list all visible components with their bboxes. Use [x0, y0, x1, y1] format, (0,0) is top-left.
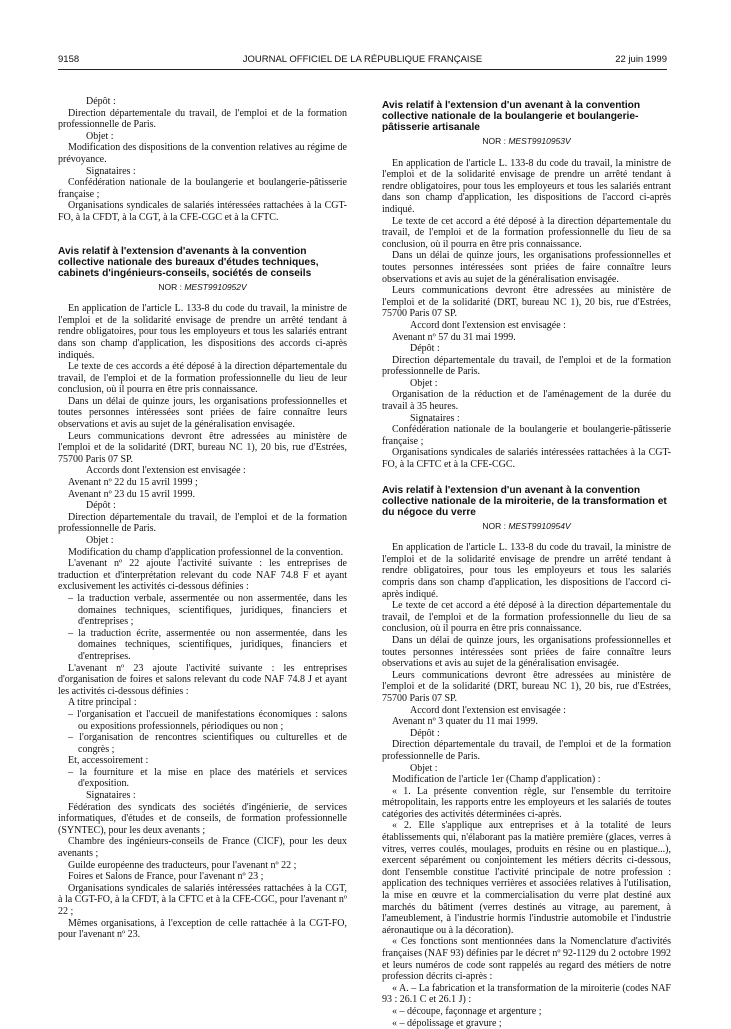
paragraph: « 2. Elle s'applique aux entreprises et à la totalité de leurs établissements qui, n'élaborant pas la matière première (glaces, verres à vitres, verres coulés, moulages, produits en résine ou en plastique...), exercent séparément ou conjointement les métiers décrits ci-dessous, dont l'ensemble constitue l'activité principale de notre profession : application des techniques verrières et associées relatives à l'utilisation, la mise en œuvre et la commercialisation du verre plat destiné aux marchés du bâtiment (verres destinés au vitrage, au parement, à l'ameublement, à l'industrie hormis l'industrie automobile et l'industrie aéronautique ou à la décoration). [382, 820, 671, 936]
paragraph: Et, accessoirement : [68, 755, 149, 767]
paragraph: A titre principal : [68, 697, 137, 709]
journal-title: JOURNAL OFFICIEL DE LA RÉPUBLIQUE FRANÇAISE [242, 54, 483, 65]
paragraph: Le texte de cet accord a été déposé à la direction départementale du travail, de l'emploi et de la formation professionnelle du lieu de sa conclusion, où il pourra en être pris connaissance. [382, 215, 671, 250]
paragraph: L'avenant nº 23 ajoute l'activité suivante : les entreprises d'organisation de foires et salons relevant du code NAF 74.8 J et ayant les activités ci-dessous définies : [58, 662, 347, 697]
paragraph: « Ces fonctions sont mentionnées dans la Nomenclature d'activités françaises (NAF 93) définies par le décret nº 92-1129 du 2 octobre 1992 et leurs numéros de code sont rappelés au regard des métiers de notre profession décrits ci-après : [382, 936, 671, 983]
paragraph: Direction départementale du travail, de l'emploi et de la formation professionnelle de Paris. [382, 354, 671, 378]
issue-date: 22 juin 1999 [615, 54, 667, 65]
notice-heading-miroiterie: Avis relatif à l'extension d'un avenant à la convention collective nationale de la miroiterie, de la transformation et du négoce du verre [382, 484, 667, 518]
paragraph: Leurs communications devront être adressées au ministère de l'emploi et de la solidarité (DRT, bureau NC 1), 20 bis, rue d'Estrées, 75700 Paris 07 SP. [58, 430, 347, 465]
paragraph: Le texte de ces accords a été déposé à la direction départementale du travail, de l'emploi et de la formation professionnelle du lieu de leur conclusion, où il pourra en être pris connaissance. [58, 361, 347, 396]
paragraph: Direction départementale du travail, de l'emploi et de la formation professionnelle de Paris. [58, 511, 347, 535]
section-label: Accord dont l'extension est envisagée : [410, 704, 566, 716]
section-label: Dépôt : [86, 500, 116, 512]
list-item: – la traduction verbale, assermentée ou non assermentée, dans les domaines techniques, scientifiques, juridiques, financiers et d'entreprises ; [68, 592, 347, 628]
paragraph: Modification de l'article 1er (Champ d'application) : [392, 774, 601, 786]
paragraph: En application de l'article L. 133-8 du code du travail, la ministre de l'emploi et de la solidarité envisage de prendre un arrêté tendant à rendre obligatoires, pour tous les employeurs et tous les salariés entrant dans son champ d'application, les dispositions des accords ci-après indiqués. [58, 303, 347, 361]
paragraph: Avenant nº 23 du 15 avril 1999. [68, 488, 196, 500]
paragraph: Organisations syndicales de salariés intéressées rattachées à la CGT-FO, à la CFTC et à la CFE-CGC. [382, 447, 671, 471]
notice-heading-bureaux-etudes: Avis relatif à l'extension d'avenants à la convention collective nationale des bureaux d'études techniques, cabinets d'ingénieurs-conseils, sociétés de conseils [58, 245, 319, 279]
section-label: Accord dont l'extension est envisagée : [410, 319, 566, 331]
section-label: Signataires : [86, 790, 136, 802]
spacer [58, 224, 347, 246]
paragraph: Dans un délai de quinze jours, les organisations professionnelles et toutes personnes intéressées sont priées de faire connaître leurs observations et avis au sujet de la généralisation envisagée. [58, 395, 347, 431]
nor-reference: NOR : MEST9910952V [158, 281, 247, 292]
list-item: – la fourniture et la mise en place des matériels et services d'exposition. [68, 766, 347, 790]
paragraph: L'avenant nº 22 ajoute l'activité suivante : les entreprises de traduction et d'interprétation relevant du code NAF 74.8 F et ayant exclusivement les activités ci-dessous définies : [58, 558, 347, 593]
paragraph: Organisations syndicales de salariés intéressées rattachées à la CGT-FO, à la CFDT, à la CGT, à la CFE-CGC et à la CFTC. [58, 200, 347, 223]
notice-heading-boulangerie: Avis relatif à l'extension d'un avenant à la convention collective nationale de la boulangerie et boulangerie-pâtisserie artisanale [382, 100, 641, 133]
left-column [58, 96, 347, 941]
paragraph: Direction départementale du travail, de l'emploi et de la formation professionnelle de Paris. [382, 739, 671, 762]
paragraph: « A. – La fabrication et la transformation de la miroiterie (codes NAF 93 : 26.1 C et 26.1 J) : [382, 982, 671, 1006]
paragraph: Dans un délai de quinze jours, les organisations professionnelles et toutes personnes intéressées sont priées de faire connaître leurs observations et avis au sujet de la généralisation envisagée. [382, 634, 671, 670]
paragraph: Chambre des ingénieurs-conseils de France (CICF), pour les deux avenants ; [58, 836, 347, 860]
paragraph: Direction départementale du travail, de l'emploi et de la formation professionnelle de Paris. [58, 107, 347, 131]
left-body [58, 303, 347, 941]
paragraph: Dans un délai de quinze jours, les organisations professionnelles et toutes personnes intéressées sont priées de faire connaître leurs observations et avis au sujet de la généralisation envisagée. [382, 250, 671, 285]
nor-reference: NOR : MEST9910954V [482, 520, 571, 531]
right-column [382, 100, 671, 1029]
page-number: 9158 [58, 54, 80, 65]
list-item: – l'organisation et l'accueil de manifestations économiques : salons ou expositions professionnels, périodiques ou non ; [68, 708, 347, 732]
paragraph: Le texte de cet accord a été déposé à la direction départementale du travail, de l'emploi et de la formation professionnelle du lieu de sa conclusion, où il pourra en être pris connaissance. [382, 600, 671, 635]
paragraph: Mêmes organisations, à l'exception de celle rattachée à la CGT-FO, pour l'avenant nº 23. [58, 917, 347, 941]
page-header [58, 54, 667, 68]
left-intro [58, 96, 347, 224]
section-label: Objet : [86, 535, 114, 546]
list-item: – l'organisation de rencontres scientifiques ou culturelles et de congrès ; [68, 732, 347, 755]
section-label: Signataires : [410, 412, 460, 424]
paragraph: « – découpe, façonnage et argenture ; [392, 1005, 542, 1017]
paragraph: Avenant nº 22 du 15 avril 1999 ; [68, 477, 198, 489]
paragraph: Organisation de la réduction et de l'aménagement de la durée du travail à 35 heures. [382, 389, 671, 413]
section-label: Accords dont l'extension est envisagée : [86, 465, 246, 477]
section-label: Objet : [86, 130, 114, 142]
nor-reference: NOR : MEST9910953V [482, 136, 571, 146]
paragraph: Modification du champ d'application professionnel de la convention. [68, 546, 344, 558]
section-label: Dépôt : [410, 727, 440, 739]
section-label: Dépôt : [410, 343, 440, 355]
list-item: – la traduction écrite, assermentée ou non assermentée, dans les domaines techniques, scientifiques, juridiques, financiers et d'entreprises. [68, 627, 347, 662]
right-body-2 [382, 542, 671, 1029]
paragraph: « – dépolissage et gravure ; [392, 1017, 502, 1029]
paragraph: Organisations syndicales de salariés intéressées rattachées à la CGT, à la CGT-FO, à la CFDT, à la CFTC et à la CFE-CGC, pour l'avenant nº 22 ; [58, 882, 347, 917]
paragraph: Avenant nº 3 quater du 11 mai 1999. [392, 716, 538, 728]
paragraph: Guilde européenne des traducteurs, pour l'avenant nº 22 ; [68, 859, 297, 871]
paragraph: Leurs communications devront être adressées au ministère de l'emploi et de la solidarité (DRT, bureau NC 1), 20 bis, rue d'Estrées, 75700 Paris 07 SP. [382, 285, 671, 320]
paragraph: Foires et Salons de France, pour l'avenant nº 23 ; [68, 871, 264, 883]
paragraph: Fédération des syndicats des sociétés d'ingénierie, de services informatiques, d'études et de conseils, de formation professionnelle (SYNTEC), pour les deux avenants ; [58, 801, 347, 836]
spacer [382, 471, 671, 485]
paragraph: Confédération nationale de la boulangerie et boulangerie-pâtisserie française ; [382, 424, 671, 447]
right-body-1 [382, 158, 671, 471]
section-label: Objet : [410, 377, 438, 389]
paragraph: Confédération nationale de la boulangerie et boulangerie-pâtisserie française ; [58, 177, 347, 200]
paragraph: En application de l'article L. 133-8 du code du travail, la ministre de l'emploi et de la solidarité envisage de prendre un arrêté tendant à rendre obligatoires, pour tous les employeurs et tous les salariés entrant dans son champ d'application, les dispositions de l'accord ci-après indiqué. [382, 157, 671, 215]
section-label: Objet : [410, 762, 438, 774]
paragraph: Avenant nº 57 du 31 mai 1999. [392, 331, 516, 343]
paragraph: Leurs communications devront être adressées au ministère de l'emploi et de la solidarité (DRT, bureau NC 1), 20 bis, rue d'Estrées, 75700 Paris 07 SP. [382, 669, 671, 704]
paragraph: Modification des dispositions de la convention relatives au régime de prévoyance. [58, 142, 347, 165]
paragraph: « 1. La présente convention règle, sur l'ensemble du territoire métropolitain, les rapports entre les employeurs et les salariés de toutes catégories des activités déterminées ci-après. [382, 785, 671, 820]
section-label: Signataires : [86, 165, 136, 177]
header-rule [58, 69, 667, 70]
section-label: Dépôt : [86, 96, 116, 107]
paragraph: En application de l'article L. 133-8 du code du travail, la ministre de l'emploi et de la solidarité envisage de prendre un arrêté tendant à rendre obligatoires, pour tous les employeurs et tous les salariés compris dans son champ d'application, les dispositions de l'accord ci-après indiqué. [382, 542, 671, 600]
